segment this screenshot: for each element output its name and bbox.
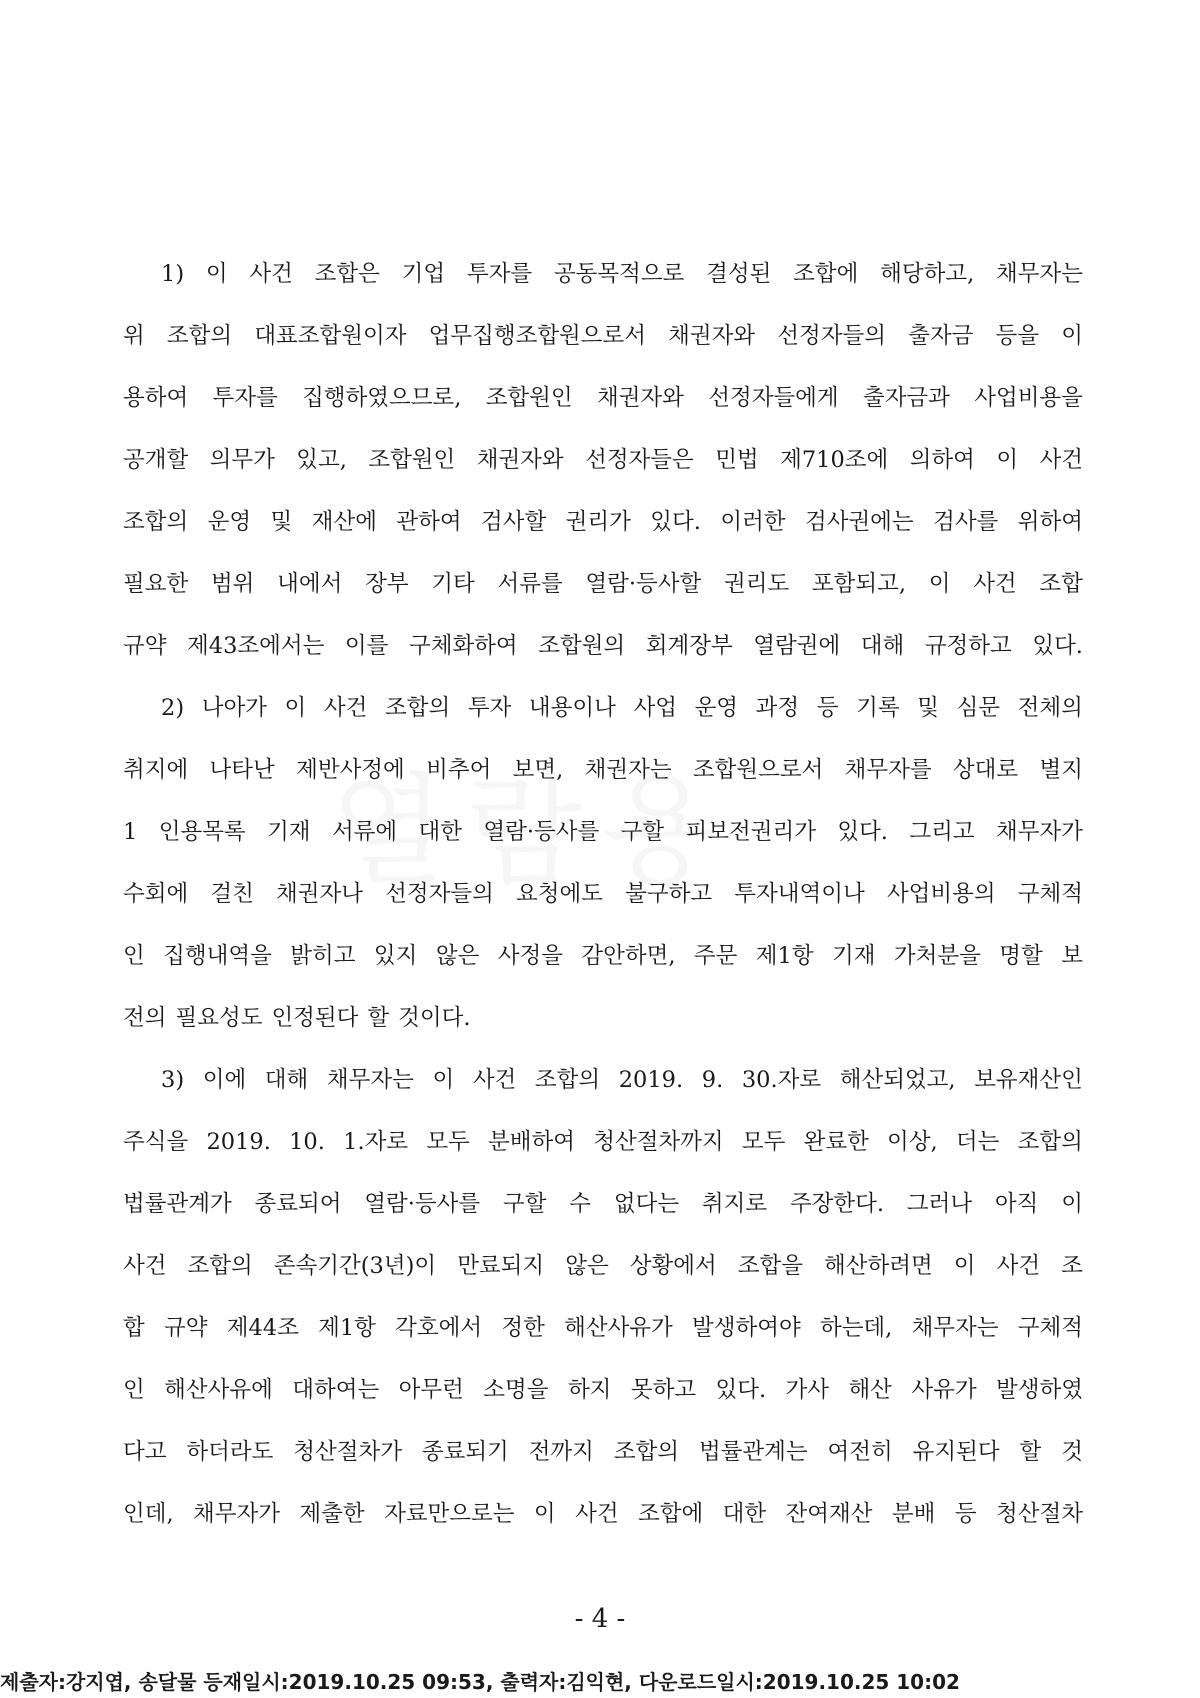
- page-number: - 4 -: [574, 1604, 626, 1634]
- text-line: 규약 제43조에서는 이를 구체화하여 조합원의 회계장부 열람권에 대해 규정하고 있다.: [123, 633, 1083, 659]
- text-line: 인 해산사유에 대하여는 아무런 소명을 하지 못하고 있다. 가사 해산 사유가 발생하였: [123, 1377, 1083, 1403]
- text-line: 2) 나아가 이 사건 조합의 투자 내용이나 사업 운영 과정 등 기록 및 심문 전체의: [161, 695, 1083, 721]
- text-line: 합 규약 제44조 제1항 각호에서 정한 해산사유가 발생하여야 하는데, 채무자는 구체적: [123, 1315, 1083, 1341]
- text-line: 전의 필요성도 인정된다 할 것이다.: [123, 1005, 471, 1031]
- text-line: 1 인용목록 기재 서류에 대한 열람·등사를 구할 피보전권리가 있다. 그리고 채무자가: [123, 819, 1083, 845]
- text-line: 사건 조합의 존속기간(3년)이 만료되지 않은 상황에서 조합을 해산하려면 이 사건 조: [123, 1253, 1083, 1279]
- text-line: 1) 이 사건 조합은 기업 투자를 공동목적으로 결성된 조합에 해당하고, 채무자는: [161, 261, 1083, 287]
- text-line: 3) 이에 대해 채무자는 이 사건 조합의 2019. 9. 30.자로 해산되었고, 보유재산인: [161, 1067, 1083, 1093]
- text-line: 인 집행내역을 밝히고 있지 않은 사정을 감안하면, 주문 제1항 기재 가처분을 명할 보: [123, 943, 1083, 969]
- text-line: 수회에 걸친 채권자나 선정자들의 요청에도 불구하고 투자내역이나 사업비용의 구체적: [123, 881, 1083, 907]
- body-text: [123, 254, 1083, 1556]
- download-info-footer: 제출자:강지엽, 송달물 등재일시:2019.10.25 09:53, 출력자:김익현, 다운로드일시:2019.10.25 10:02: [0, 1670, 960, 1694]
- text-line: 취지에 나타난 제반사정에 비추어 보면, 채권자는 조합원으로서 채무자를 상대로 별지: [123, 757, 1083, 783]
- text-line: 법률관계가 종료되어 열람·등사를 구할 수 없다는 취지로 주장한다. 그러나 아직 이: [123, 1191, 1083, 1217]
- text-line: 필요한 범위 내에서 장부 기타 서류를 열람·등사할 권리도 포함되고, 이 사건 조합: [123, 571, 1083, 597]
- text-line: 공개할 의무가 있고, 조합원인 채권자와 선정자들은 민법 제710조에 의하여 이 사건: [123, 447, 1083, 473]
- text-line: 다고 하더라도 청산절차가 종료되기 전까지 조합의 법률관계는 여전히 유지된다 할 것: [123, 1439, 1083, 1465]
- text-line: 위 조합의 대표조합원이자 업무집행조합원으로서 채권자와 선정자들의 출자금 등을 이: [123, 323, 1083, 349]
- text-line: 용하여 투자를 집행하였으므로, 조합원인 채권자와 선정자들에게 출자금과 사업비용을: [123, 385, 1083, 411]
- text-line: 주식을 2019. 10. 1.자로 모두 분배하여 청산절차까지 모두 완료한 이상, 더는 조합의: [123, 1129, 1083, 1155]
- text-line: 조합의 운영 및 재산에 관하여 검사할 권리가 있다. 이러한 검사권에는 검사를 위하여: [123, 509, 1083, 535]
- text-line: 인데, 채무자가 제출한 자료만으로는 이 사건 조합에 대한 잔여재산 분배 등 청산절차: [123, 1501, 1083, 1527]
